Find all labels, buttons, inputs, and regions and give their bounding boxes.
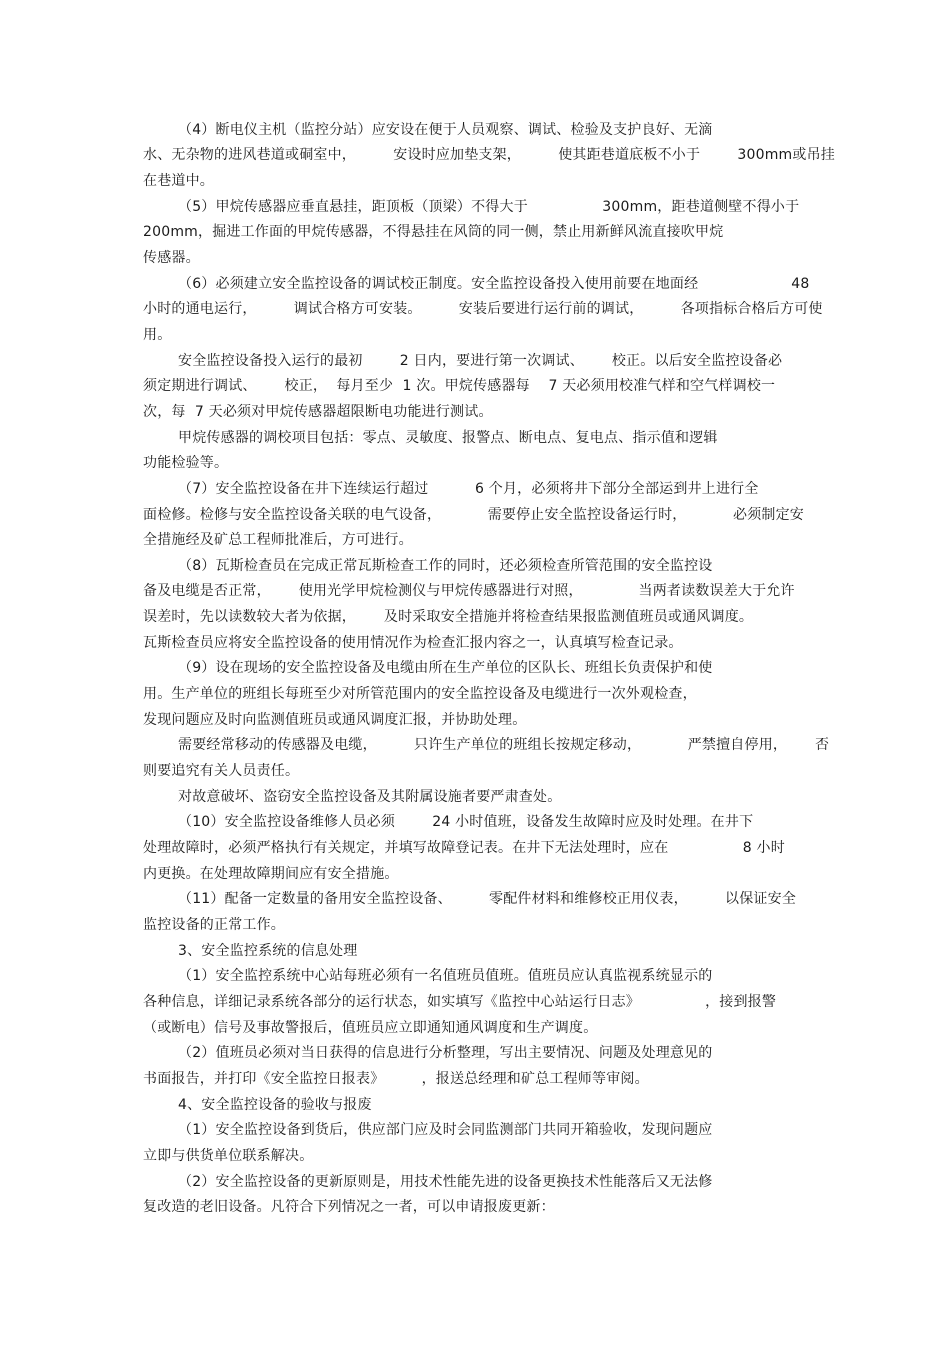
paragraph-line: （11）配备一定数量的备用安全监控设备、 零配件材料和维修校正用仪表， 以保证安全 xyxy=(178,891,797,907)
paragraph-line: 用。生产单位的班组长每班至少对所管范围内的安全监控设备及电缆进行一次外观检查， xyxy=(143,686,697,702)
paragraph-line: （10）安全监控设备维修人员必须 24 小时值班，设备发生故障时应及时处理。在井下 xyxy=(178,814,754,830)
paragraph-line: 需要经常移动的传感器及电缆， 只许生产单位的班组长按规定移动， 严禁擅自停用， 否 xyxy=(178,737,830,753)
paragraph-line: （2）安全监控设备的更新原则是，用技术性能先进的设备更换技术性能落后又无法修 xyxy=(178,1174,713,1190)
paragraph-line: 误差时，先以读数较大者为依据， 及时采取安全措施并将检查结果报监测值班员或通风调度。 xyxy=(143,609,754,625)
paragraph-line: （2）值班员必须对当日获得的信息进行分析整理，写出主要情况、问题及处理意见的 xyxy=(178,1045,713,1061)
paragraph-line: （7）安全监控设备在井下连续运行超过 6 个月，必须将井下部分全部运到井上进行全 xyxy=(178,481,759,497)
paragraph-line: 用。 xyxy=(143,327,172,343)
paragraph-line: 水、无杂物的进风巷道或硐室中， 安设时应加垫支架， 使其距巷道底板不小于 300mm或吊挂 xyxy=(143,147,835,163)
paragraph-line: （9）设在现场的安全监控设备及电缆由所在生产单位的区队长、班组长负责保护和使 xyxy=(178,660,713,676)
paragraph-line: 对故意破坏、盗窃安全监控设备及其附属设施者要严肃查处。 xyxy=(178,789,562,805)
paragraph-line: （4）断电仪主机（监控分站）应安设在便于人员观察、调试、检验及支护良好、无滴 xyxy=(178,122,713,138)
paragraph-line: （1）安全监控设备到货后，供应部门应及时会同监测部门共同开箱验收，发现问题应 xyxy=(178,1122,713,1138)
paragraph-line: 全措施经及矿总工程师批准后，方可进行。 xyxy=(143,532,413,548)
paragraph-line: 立即与供货单位联系解决。 xyxy=(143,1148,314,1164)
paragraph-line: 监控设备的正常工作。 xyxy=(143,917,285,933)
paragraph-line: 200mm，掘进工作面的甲烷传感器，不得悬挂在风筒的同一侧，禁止用新鲜风流直接吹甲烷 xyxy=(143,224,724,240)
paragraph-line: （8）瓦斯检查员在完成正常瓦斯检查工作的同时，还必须检查所管范围的安全监控设 xyxy=(178,558,713,574)
paragraph-line: 内更换。在处理故障期间应有安全措施。 xyxy=(143,866,399,882)
paragraph-line: 小时的通电运行， 调试合格方可安装。 安装后要进行运行前的调试， 各项指标合格后方可使 xyxy=(143,301,823,317)
paragraph-line: （6）必须建立安全监控设备的调试校正制度。安全监控设备投入使用前要在地面经 48 xyxy=(178,276,810,292)
paragraph-line: 在巷道中。 xyxy=(143,173,214,189)
paragraph-line: （5）甲烷传感器应垂直悬挂，距顶板（顶梁）不得大于 300mm，距巷道侧壁不得小于 xyxy=(178,199,800,215)
paragraph-line: 须定期进行调试、 校正， 每月至少 1 次。甲烷传感器每 7 天必须用校准气样和空气样调校一 xyxy=(143,378,776,394)
section-heading: 3、安全监控系统的信息处理 xyxy=(178,943,358,959)
section-heading: 4、安全监控设备的验收与报废 xyxy=(178,1097,372,1113)
paragraph-line: 面检修。检修与安全监控设备关联的电气设备， 需要停止安全监控设备运行时， 必须制定安 xyxy=(143,507,805,523)
paragraph-line: 次，每 7 天必须对甲烷传感器超限断电功能进行测试。 xyxy=(143,404,493,420)
paragraph-line: 书面报告，并打印《安全监控日报表》 ，报送总经理和矿总工程师等审阅。 xyxy=(143,1071,649,1087)
paragraph-line: （或断电）信号及事故警报后，值班员应立即通知通风调度和生产调度。 xyxy=(143,1020,598,1036)
paragraph-line: 安全监控设备投入运行的最初 2 日内，要进行第一次调试、 校正。以后安全监控设备必 xyxy=(178,353,783,369)
paragraph-line: 备及电缆是否正常， 使用光学甲烷检测仪与甲烷传感器进行对照， 当两者读数误差大于允许 xyxy=(143,583,795,599)
paragraph-line: 复改造的老旧设备。凡符合下列情况之一者，可以申请报废更新： xyxy=(143,1199,555,1215)
paragraph-line: 功能检验等。 xyxy=(143,455,229,471)
paragraph-line: （1）安全监控系统中心站每班必须有一名值班员值班。值班员应认真监视系统显示的 xyxy=(178,968,713,984)
paragraph-line: 甲烷传感器的调校项目包括：零点、灵敏度、报警点、断电点、复电点、指示值和逻辑 xyxy=(178,430,718,446)
paragraph-line: 传感器。 xyxy=(143,250,200,266)
paragraph-line: 则要追究有关人员责任。 xyxy=(143,763,300,779)
paragraph-line: 处理故障时，必须严格执行有关规定，并填写故障登记表。在井下无法处理时，应在 8 小时 xyxy=(143,840,785,856)
paragraph-line: 各种信息，详细记录系统各部分的运行状态，如实填写《监控中心站运行日志》 ，接到报警 xyxy=(143,994,777,1010)
paragraph-line: 发现问题应及时向监测值班员或通风调度汇报，并协助处理。 xyxy=(143,712,527,728)
paragraph-line: 瓦斯检查员应将安全监控设备的使用情况作为检查汇报内容之一，认真填写检查记录。 xyxy=(143,635,683,651)
